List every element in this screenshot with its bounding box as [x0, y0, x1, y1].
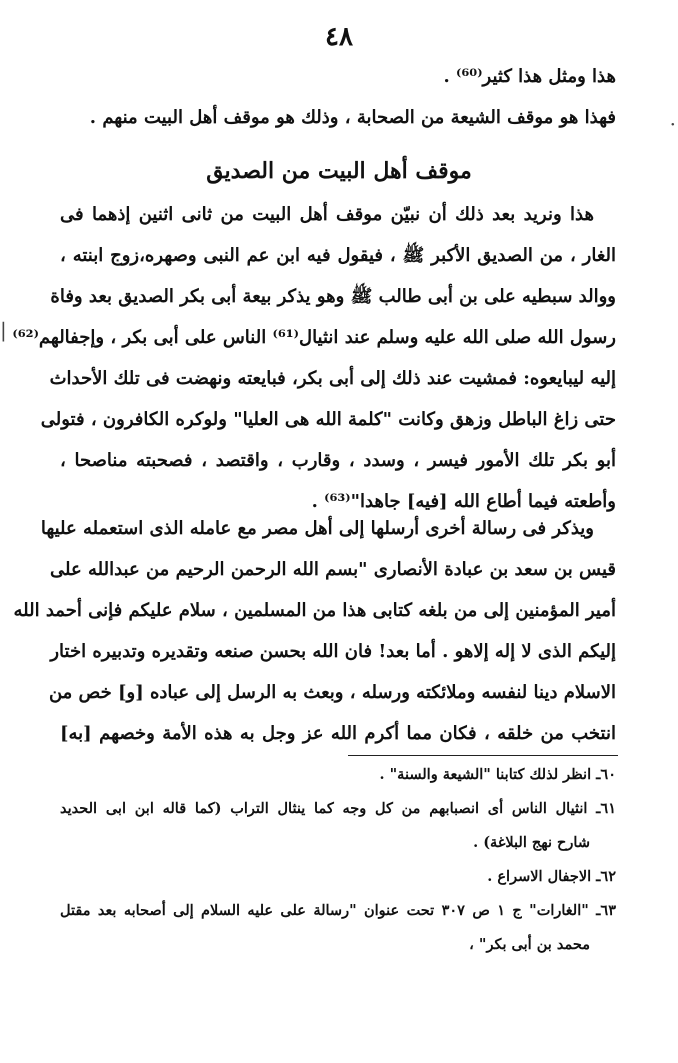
paragraph-1 — [12, 194, 616, 522]
footnote: ٦١ـ انثيال الناس أى انصبابهم من كل وجه كما ينثال التراب (كما قاله ابن ابى الحديد — [60, 800, 616, 817]
intro-line: هذا ومثل هذا كثير⁽⁶⁰⁾ . — [443, 66, 616, 87]
page-number: ٤٨ — [325, 22, 353, 52]
paragraph-line: وأطعته فيما أطاع الله [فيه] جاهدا"⁽⁶³⁾ . — [311, 491, 616, 512]
intro-text — [60, 56, 616, 138]
paragraph-line: هذا ونريد بعد ذلك أن نبيّن موقف أهل البيت من ثانى اثنين إذهما فى — [60, 204, 594, 225]
footnote: ٦٠ـ انظر لذلك كتابنا "الشيعة والسنة" . — [379, 766, 616, 783]
paragraph-line: رسول الله صلى الله عليه وسلم عند انثيال⁽⁶¹⁾ الناس على أبى بكر ، وإجفالهم⁽⁶²⁾ — [12, 327, 616, 348]
footnote: ٦٣ـ "الغارات" ج ١ ص ٣٠٧ تحت عنوان "رسالة على عليه السلام إلى أصحابه بعد مقتل — [60, 902, 616, 919]
paragraph-line: الاسلام دينا لنفسه وملائكته ورسله ، وبعث به الرسل إلى عباده [و] خص من — [48, 682, 616, 703]
footnote: ٦٢ـ الاجفال الاسراع . — [487, 868, 616, 885]
paragraph-line: إليه ليبايعوه: فمشيت عند ذلك إلى أبى بكر، فبايعته ونهضت فى تلك الأحداث — [49, 368, 616, 389]
footnote-divider — [348, 755, 618, 756]
paragraph-line: أبو بكر تلك الأمور فيسر ، وسدد ، وقارب ، واقتصد ، فصحبته مناصحا ، — [60, 450, 616, 471]
paragraph-line: إليكم الذى لا إله إلاهو . أما بعد! فان الله بحسن صنعه وتقديره وتدبيره اختار — [50, 641, 616, 662]
paragraph-line: أمير المؤمنين إلى من بلغه كتابى هذا من المسلمين ، سلام عليكم فإنى أحمد الله — [13, 600, 616, 621]
footnotes — [60, 758, 616, 962]
paragraph-line: ووالد سبطيه على بن أبى طالب ﷺ وهو يذكر بيعة أبى بكر الصديق بعد وفاة — [50, 286, 616, 307]
paragraph-2 — [13, 508, 616, 754]
intro-line: فهذا هو موقف الشيعة من الصحابة ، وذلك هو موقف أهل البيت منهم . — [89, 107, 616, 128]
paragraph-line: حتى زاغ الباطل وزهق وكانت "كلمة الله هى العليا" ولوكره الكافرون ، فتولى — [40, 409, 616, 430]
paragraph-line: قيس بن سعد بن عبادة الأنصارى "بسم الله الرحمن الرحيم من عبدالله على — [50, 559, 616, 580]
paragraph-line: الغار ، من الصديق الأكبر ﷺ ، فيقول فيه ابن عم النبى وصهره،زوج ابنته ، — [60, 245, 616, 266]
paragraph-line: ويذكر فى رسالة أخرى أرسلها إلى أهل مصر مع عامله الذى استعمله عليها — [40, 518, 594, 539]
footnote-continuation: محمد بن أبى بكر" ، — [469, 936, 590, 953]
scan-edge-mark: · — [669, 112, 676, 136]
footnote-continuation: شارح نهج البلاغة) . — [473, 834, 590, 851]
section-heading: موقف أهل البيت من الصديق — [206, 158, 472, 184]
scan-edge-mark: | — [0, 318, 7, 342]
paragraph-line: انتخب من خلقه ، فكان مما أكرم الله عز وجل به هذه الأمة وخصهم [به] — [60, 723, 616, 744]
